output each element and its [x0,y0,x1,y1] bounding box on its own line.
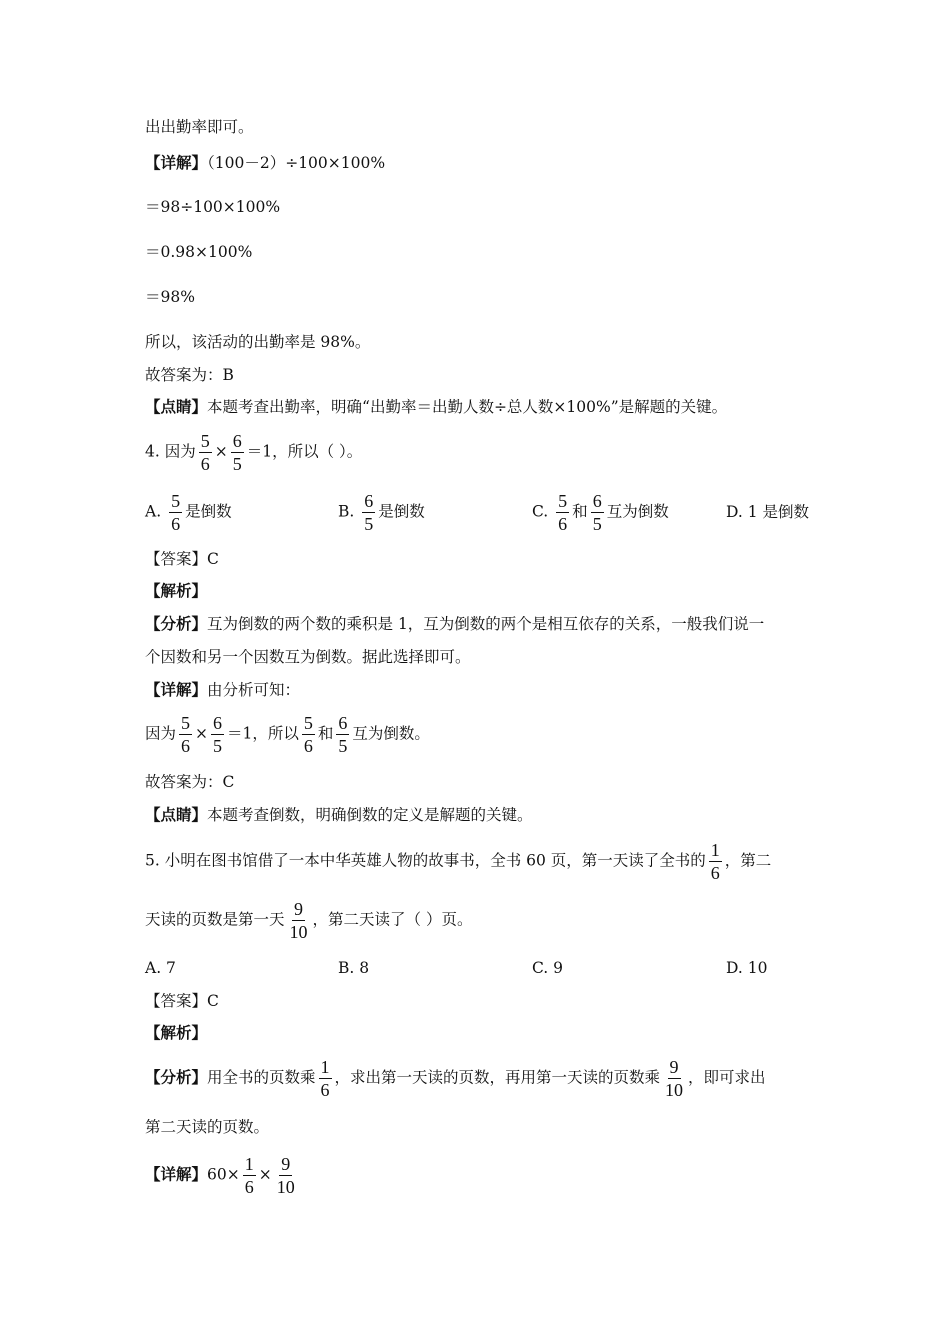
q4-detail-equation [145,713,430,756]
analysis-tag: 【分析】 [145,614,208,633]
q5-stem-end: ，第二 [724,851,772,870]
tip-text: 本题考查倒数，明确倒数的定义是解题的关键。 [207,806,533,824]
fraction-5-6: $\frac{5}{6}$ [200,431,210,474]
option-text: 是倒数 [185,502,232,521]
q3-step-2: ＝0.98×100% [145,243,253,261]
q5-option-c[interactable]: C. 9 [532,959,564,977]
fraction-6-5: $\frac{6}{5}$ [213,713,223,756]
fraction-1-6: $\frac{1}{6}$ [244,1154,254,1197]
detail-label: 【详解】 [145,1164,208,1184]
q5-answer: 【答案】C [145,992,219,1010]
q4-answer-line: 故答案为：C [145,773,235,791]
fraction-1-6: $\frac{1}{6}$ [320,1057,330,1100]
detail-label: 【详解】 [145,153,208,172]
option-label: C. [532,502,549,521]
analysis-text: 用全书的页数乘 [207,1068,316,1087]
detail-prefix: 因为 [145,724,177,743]
option-label: A. [145,502,162,521]
q5-stem-prefix: 天读的页数是第一天 [145,910,285,929]
q4-option-d[interactable]: D. 1 是倒数 [726,503,810,521]
q3-detail [145,152,385,174]
detail-and: 和 [317,724,334,743]
q4-analysis-label: 【解析】 [145,581,208,600]
fraction-5-6: $\frac{5}{6}$ [171,491,181,534]
q3-tip [145,396,727,418]
q5-stem-line-2 [145,899,472,942]
intro-tail: 出出勤率即可。 [145,118,254,136]
q4-detail [145,679,300,701]
detail-prefix: 60× [207,1165,240,1184]
times-sign: × [195,724,209,743]
q3-conclusion: 所以，该活动的出勤率是 98%。 [145,333,371,351]
option-connector: 和 [572,502,588,521]
fraction-9-10: $\frac{9}{10}$ [276,1154,295,1197]
tip-label: 【点睛】 [145,805,208,824]
q5-stem-text: 5. 小明在图书馆借了一本中华英雄人物的故事书，全书 60 页，第一天读了全书的 [145,851,706,870]
fraction-1-6: $\frac{1}{6}$ [710,840,720,883]
q4-analysis-line-1 [145,613,764,635]
q4-analysis-line-2: 个因数和另一个因数互为倒数。据此选择即可。 [145,648,471,666]
fraction-6-5: $\frac{6}{5}$ [592,491,602,534]
fraction-9-10: $\frac{9}{10}$ [665,1057,684,1100]
option-text: 互为倒数 [606,502,669,521]
q5-stem-line-1 [145,840,771,883]
q4-answer: 【答案】C [145,550,219,568]
fraction-5-6: $\frac{5}{6}$ [181,713,191,756]
q5-analysis-line-1 [145,1057,766,1100]
detail-text: 由分析可知： [207,681,301,699]
detail-suffix: 互为倒数。 [352,724,430,743]
q4-stem-prefix: 4. 因为 [145,442,196,461]
q3-step-3: ＝98% [145,288,195,306]
times-sign: × [214,442,228,461]
fraction-6-5: $\frac{6}{5}$ [364,491,374,534]
fraction-5-6: $\frac{5}{6}$ [303,713,313,756]
q5-analysis-line-2: 第二天读的页数。 [145,1118,270,1136]
analysis-text: ，即可求出 [688,1068,766,1087]
tip-text: 本题考查出勤率，明确“出勤率＝出勤人数÷总人数×100%”是解题的关键。 [207,398,728,416]
analysis-tag: 【分析】 [145,1067,208,1087]
times-sign: × [258,1165,272,1184]
q4-option-a[interactable] [145,491,232,534]
q3-step-1: ＝98÷100×100% [145,198,281,216]
option-text: 是倒数 [378,502,425,521]
q3-answer-line: 故答案为：B [145,366,234,384]
detail-label: 【详解】 [145,680,208,699]
q5-analysis-label: 【解析】 [145,1023,208,1042]
fraction-9-10: $\frac{9}{10}$ [289,899,308,942]
q4-option-c[interactable] [532,491,669,534]
q5-option-d[interactable]: D. 10 [726,959,768,977]
detail-expression: （100－2）÷100×100% [207,154,386,172]
q5-detail [145,1154,300,1197]
q4-stem-suffix: ＝1，所以（ ）。 [246,442,363,461]
fraction-6-5: $\frac{6}{5}$ [232,431,242,474]
q5-stem-suffix: ，第二天读了（ ）页。 [312,910,473,929]
option-label: B. [338,502,355,521]
q5-option-a[interactable]: A. 7 [145,959,176,977]
fraction-6-5: $\frac{6}{5}$ [338,713,348,756]
q4-tip [145,804,533,826]
q4-stem [145,431,362,474]
detail-mid: ＝1，所以 [227,724,299,743]
analysis-text: 互为倒数的两个数的乘积是 1，互为倒数的两个是相互依存的关系，一般我们说一 [207,615,765,633]
fraction-5-6: $\frac{5}{6}$ [558,491,568,534]
q4-option-b[interactable] [338,491,425,534]
q5-option-b[interactable]: B. 8 [338,959,370,977]
tip-label: 【点睛】 [145,397,208,416]
analysis-text: ，求出第一天读的页数，再用第一天读的页数乘 [334,1068,661,1087]
